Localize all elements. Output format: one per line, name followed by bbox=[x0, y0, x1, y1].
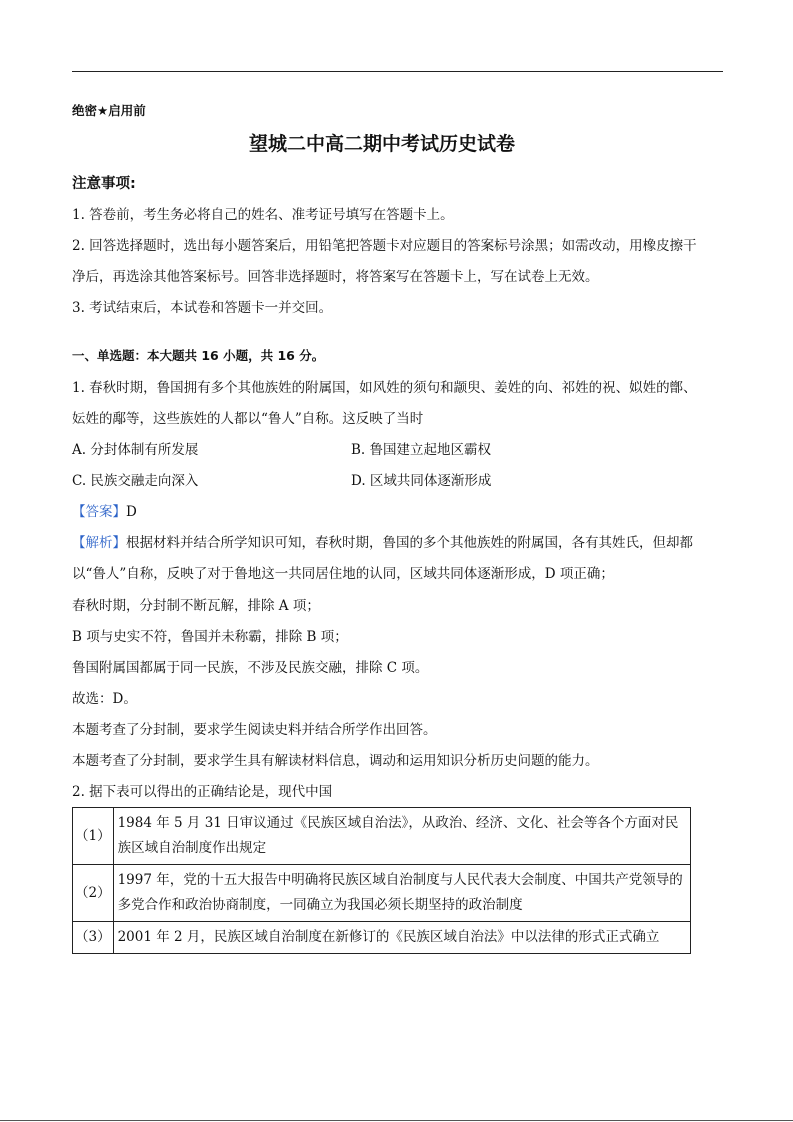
q1-answer bbox=[72, 502, 137, 522]
page-title: 望城二中高二期中考试历史试卷 bbox=[249, 133, 516, 155]
q1-analysis-line: 本题考查了分封制，要求学生阅读史料并结合所学作出回答。 bbox=[72, 722, 437, 738]
notice-item: 3. 考试结束后，本试卷和答题卡一并交回。 bbox=[72, 300, 333, 316]
q1-analysis-line: 以“鲁人”自称，反映了对于鲁地这一共同居住地的认同，区域共同体逐渐形成，D 项正确； bbox=[72, 566, 614, 582]
table-row bbox=[73, 922, 691, 954]
notice-item: 净后，再选涂其他答案标号。回答非选择题时，将答案写在答题卡上，写在试卷上无效。 bbox=[72, 269, 599, 285]
q2-table bbox=[72, 807, 691, 954]
secret-label: 绝密★启用前 bbox=[72, 103, 146, 118]
q1-option-a: A. 分封体制有所发展 bbox=[72, 442, 199, 458]
notice-item: 2. 回答选择题时，选出每小题答案后，用铅笔把答题卡对应题目的答案标号涂黑；如需改动，用橡皮擦干 bbox=[72, 238, 697, 254]
table-cell-num: （2） bbox=[73, 865, 114, 922]
table-row bbox=[73, 865, 691, 922]
table-row bbox=[73, 808, 691, 865]
notice-heading: 注意事项: bbox=[72, 176, 136, 192]
header-rule bbox=[72, 71, 723, 72]
analysis-label: 【解析】 bbox=[72, 535, 126, 551]
q1-analysis-line: 故选：D。 bbox=[72, 691, 137, 707]
table-cell-text: 2001 年 2 月，民族区域自治制度在新修订的《民族区域自治法》中以法律的形式正式确立 bbox=[113, 922, 690, 954]
q1-analysis-line: 本题考查了分封制，要求学生具有解读材料信息，调动和运用知识分析历史问题的能力。 bbox=[72, 753, 599, 769]
answer-value: D bbox=[126, 504, 137, 520]
section-heading: 一、单选题：本大题共 16 小题，共 16 分。 bbox=[72, 348, 325, 363]
table-cell-text: 1997 年，党的十五大报告中明确将民族区域自治制度与人民代表大会制度、中国共产党领导的多党合作和政治协商制度，一同确立为我国必须长期坚持的政治制度 bbox=[113, 865, 690, 922]
footer-rule bbox=[0, 1120, 793, 1121]
q1-analysis-line: 鲁国附属国都属于同一民族，不涉及民族交融，排除 C 项。 bbox=[72, 660, 429, 676]
q1-stem-line: 1. 春秋时期，鲁国拥有多个其他族姓的附属国，如风姓的须句和颛臾、姜姓的向、祁姓的祝、姒姓的鄫、 bbox=[72, 380, 697, 396]
q1-option-c: C. 民族交融走向深入 bbox=[72, 473, 199, 489]
answer-label: 【答案】 bbox=[72, 504, 126, 520]
q2-stem: 2. 据下表可以得出的正确结论是，现代中国 bbox=[72, 784, 333, 800]
notice-item: 1. 答卷前，考生务必将自己的姓名、准考证号填写在答题卡上。 bbox=[72, 207, 454, 223]
table-cell-text: 1984 年 5 月 31 日审议通过《民族区域自治法》，从政治、经济、文化、社会等各个方面对民族区域自治制度作出规定 bbox=[113, 808, 690, 865]
table-cell-num: （1） bbox=[73, 808, 114, 865]
q1-option-d: D. 区域共同体逐渐形成 bbox=[351, 473, 492, 489]
table-cell-num: （3） bbox=[73, 922, 114, 954]
q1-analysis-line bbox=[72, 533, 693, 553]
analysis-text: 根据材料并结合所学知识可知，春秋时期，鲁国的多个其他族姓的附属国，各有其姓氏，但却都 bbox=[126, 535, 693, 551]
q1-stem-line: 妘姓的鄅等，这些族姓的人都以“鲁人”自称。这反映了当时 bbox=[72, 411, 424, 427]
q1-option-b: B. 鲁国建立起地区霸权 bbox=[351, 442, 492, 458]
q1-analysis-line: 春秋时期，分封制不断瓦解，排除 A 项； bbox=[72, 598, 320, 614]
q1-analysis-line: B 项与史实不符，鲁国并未称霸，排除 B 项； bbox=[72, 629, 348, 645]
